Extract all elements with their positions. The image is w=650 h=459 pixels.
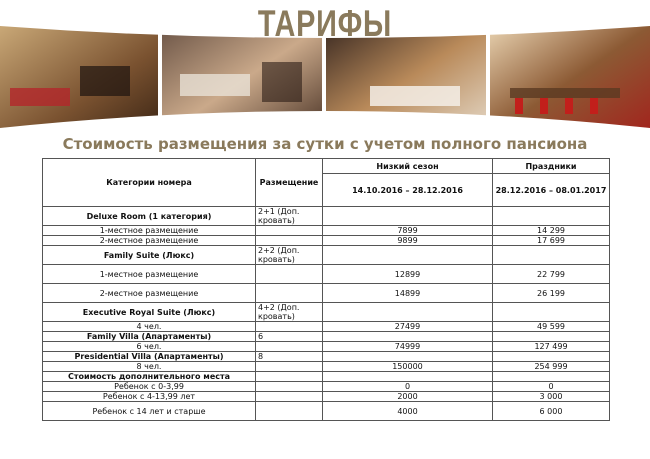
- cell-category: Family Villa (Апартаменты): [43, 332, 256, 342]
- cell-holidays: [493, 303, 610, 322]
- cell-category: 2-местное размещение: [43, 284, 256, 303]
- col-holidays: Праздники: [493, 159, 610, 174]
- cell-placement: 2+1 (Доп. кровать): [256, 207, 323, 226]
- col-category: Категории номера: [43, 159, 256, 207]
- table-row: [43, 362, 610, 372]
- col-holidays-dates: 28.12.2016 – 08.01.2017: [493, 174, 610, 207]
- table-row: [43, 342, 610, 352]
- cell-low-season: 74999: [323, 342, 493, 352]
- cell-holidays: 6 000: [493, 402, 610, 421]
- table-row: [43, 236, 610, 246]
- cell-low-season: [323, 207, 493, 226]
- page-title: ТАРИФЫ: [257, 3, 393, 44]
- cell-placement: [256, 362, 323, 372]
- cell-category: 4 чел.: [43, 322, 256, 332]
- cell-placement: [256, 226, 323, 236]
- cell-low-season: 9899: [323, 236, 493, 246]
- photo-bedroom: [326, 26, 486, 136]
- cell-holidays: 49 599: [493, 322, 610, 332]
- cell-placement: 8: [256, 352, 323, 362]
- cell-placement: [256, 342, 323, 352]
- cell-low-season: [323, 303, 493, 322]
- cell-placement: [256, 322, 323, 332]
- cell-holidays: [493, 352, 610, 362]
- cell-category: Presidential Villa (Апартаменты): [43, 352, 256, 362]
- photo-suite-living-room: [0, 26, 158, 136]
- table-row: [43, 352, 610, 362]
- cell-placement: [256, 236, 323, 246]
- cell-holidays: 22 799: [493, 265, 610, 284]
- cell-low-season: 27499: [323, 322, 493, 332]
- cell-low-season: 2000: [323, 392, 493, 402]
- table-row: [43, 246, 610, 265]
- table-row: [43, 284, 610, 303]
- cell-holidays: 3 000: [493, 392, 610, 402]
- table-row: [43, 303, 610, 322]
- cell-holidays: [493, 246, 610, 265]
- table-row: [43, 322, 610, 332]
- cell-holidays: [493, 207, 610, 226]
- cell-placement: 6: [256, 332, 323, 342]
- cell-low-season: 4000: [323, 402, 493, 421]
- cell-category: Deluxe Room (1 категория): [43, 207, 256, 226]
- cell-placement: [256, 265, 323, 284]
- cell-holidays: [493, 372, 610, 382]
- cell-category: 1-местное размещение: [43, 226, 256, 236]
- cell-holidays: [493, 332, 610, 342]
- cell-placement: [256, 382, 323, 392]
- cell-low-season: 7899: [323, 226, 493, 236]
- cell-placement: 4+2 (Доп. кровать): [256, 303, 323, 322]
- cell-category: Ребенок с 0-3,99: [43, 382, 256, 392]
- cell-category: Ребенок с 4-13,99 лет: [43, 392, 256, 402]
- cell-category: 1-местное размещение: [43, 265, 256, 284]
- table-row: [43, 372, 610, 382]
- cell-placement: [256, 372, 323, 382]
- section-subtitle: Стоимость размещения за сутки с учетом полного пансиона: [62, 135, 588, 153]
- table-row: [43, 226, 610, 236]
- cell-holidays: 0: [493, 382, 610, 392]
- cell-category: Family Suite (Люкс): [43, 246, 256, 265]
- hotel-photo-banner: [0, 26, 650, 136]
- cell-low-season: [323, 332, 493, 342]
- cell-low-season: 12899: [323, 265, 493, 284]
- cell-low-season: 150000: [323, 362, 493, 372]
- table-row: [43, 265, 610, 284]
- table-row: [43, 392, 610, 402]
- cell-low-season: 0: [323, 382, 493, 392]
- cell-category: 2-местное размещение: [43, 236, 256, 246]
- cell-placement: [256, 284, 323, 303]
- table-row: [43, 207, 610, 226]
- cell-category: Executive Royal Suite (Люкс): [43, 303, 256, 322]
- cell-category: 8 чел.: [43, 362, 256, 372]
- cell-holidays: 127 499: [493, 342, 610, 352]
- cell-low-season: [323, 352, 493, 362]
- table-row: [43, 332, 610, 342]
- col-placement: Размещение: [256, 159, 323, 207]
- cell-category: Ребенок с 14 лет и старше: [43, 402, 256, 421]
- col-low-season-dates: 14.10.2016 – 28.12.2016: [323, 174, 493, 207]
- table-row: [43, 382, 610, 392]
- cell-holidays: 17 699: [493, 236, 610, 246]
- cell-low-season: 14899: [323, 284, 493, 303]
- header-row: [43, 159, 610, 174]
- price-table: [42, 158, 610, 421]
- cell-category: 6 чел.: [43, 342, 256, 352]
- table-row: [43, 402, 610, 421]
- cell-placement: [256, 392, 323, 402]
- cell-placement: 2+2 (Доп. кровать): [256, 246, 323, 265]
- cell-low-season: [323, 372, 493, 382]
- cell-placement: [256, 402, 323, 421]
- cell-holidays: 26 199: [493, 284, 610, 303]
- cell-low-season: [323, 246, 493, 265]
- cell-holidays: 14 299: [493, 226, 610, 236]
- photo-dining-hall: [490, 26, 650, 136]
- cell-holidays: 254 999: [493, 362, 610, 372]
- col-low-season: Низкий сезон: [323, 159, 493, 174]
- cell-category: Стоимость дополнительного места: [43, 372, 256, 382]
